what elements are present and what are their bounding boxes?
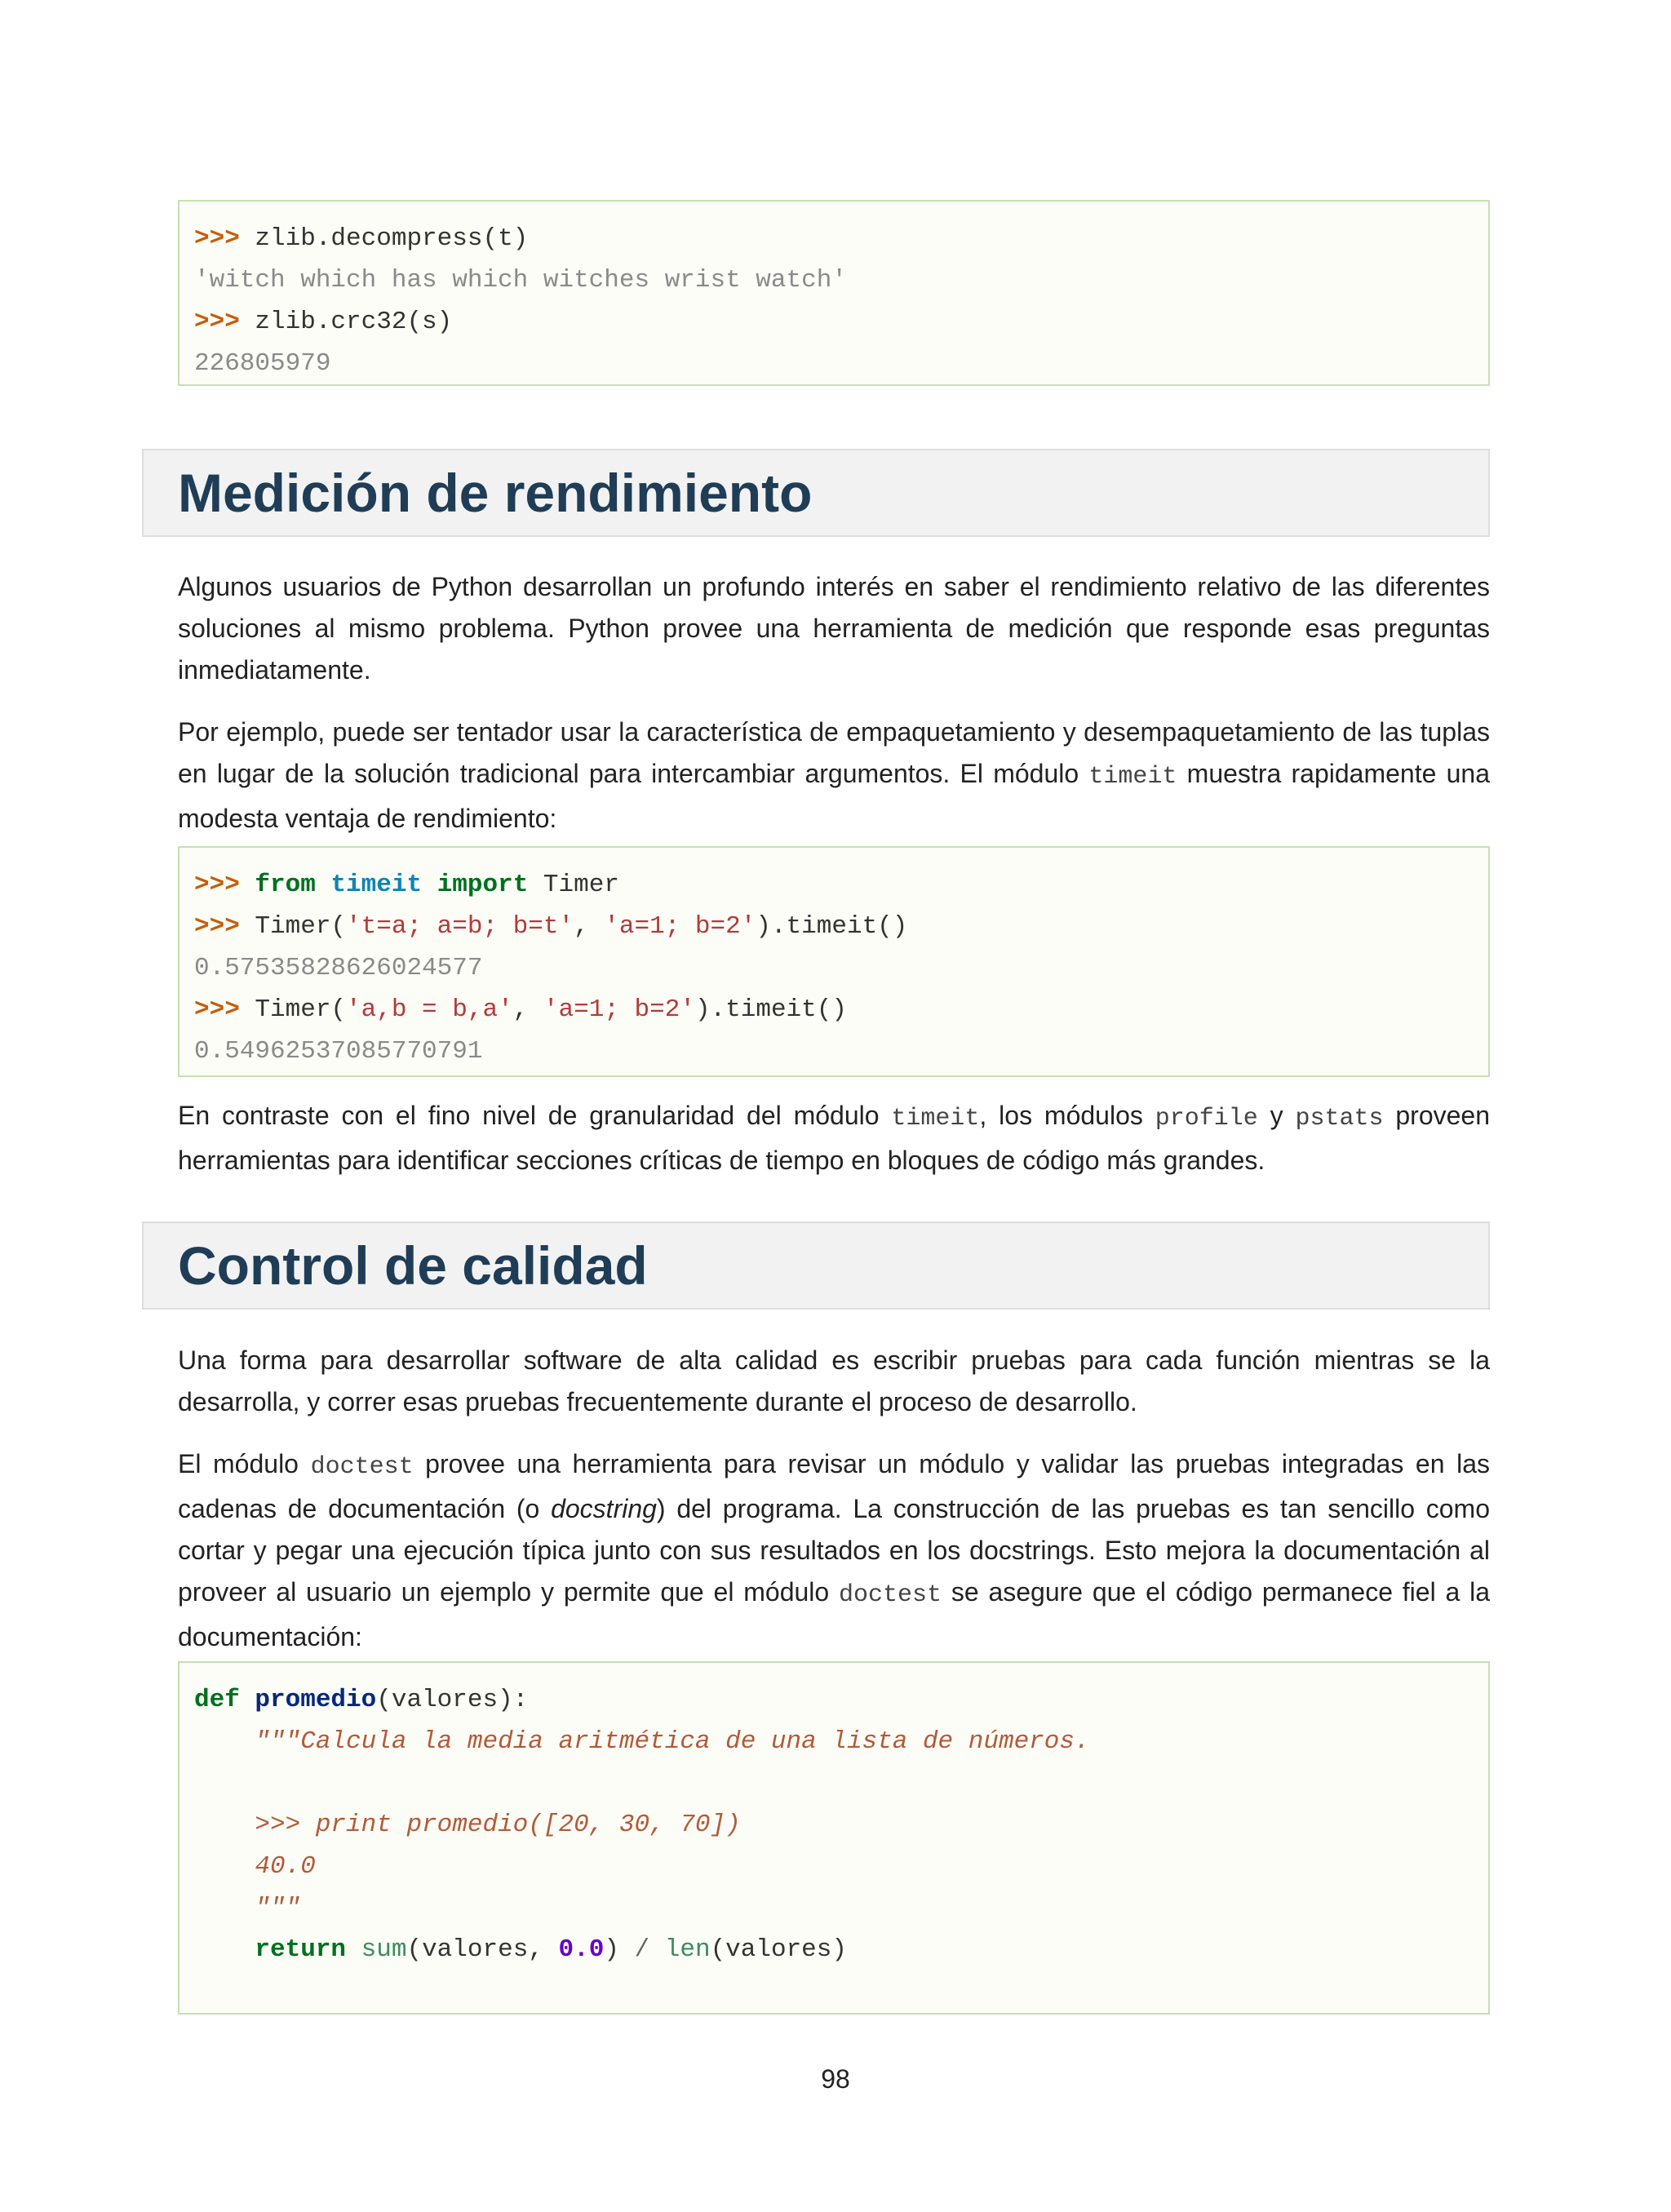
section-heading-control: Control de calidad bbox=[142, 1221, 1490, 1310]
code-block-zlib bbox=[178, 200, 1490, 386]
code-output: 0.54962537085770791 bbox=[194, 1037, 483, 1066]
paragraph: Algunos usuarios de Python desarrollan un profundo interés en saber el rendimiento relativo de las diferentes soluciones al mismo problema. Python provee una herramienta de medición que responde esas preguntas inmediatamente. bbox=[178, 572, 1490, 685]
code-block-timeit bbox=[178, 846, 1490, 1077]
inline-code: timeit bbox=[891, 1105, 980, 1133]
code-output: 0.57535828626024577 bbox=[194, 954, 483, 982]
inline-code: timeit bbox=[1088, 763, 1177, 791]
code-line: >>> zlib.decompress(t) bbox=[194, 224, 529, 253]
code-line-blank bbox=[194, 1762, 1474, 1804]
code-line: >>> Timer('t=a; a=b; b=t', 'a=1; b=2').timeit() bbox=[194, 912, 908, 941]
code-line: >>> zlib.crc32(s) bbox=[194, 308, 453, 336]
code-line: >>> print promedio([20, 30, 70]) bbox=[255, 1811, 741, 1839]
paragraph: Por ejemplo, puede ser tentador usar la característica de empaquetamiento y desempaquetamiento de las tuplas en lugar de la solución tradicional para intercambiar argumentos. El módulo timeit muestra rapidamente una modesta ventaja de rendimiento: bbox=[178, 717, 1491, 833]
section-heading-medicion: Medición de rendimiento bbox=[142, 449, 1490, 537]
code-line: """Calcula la media aritmética de una lista de números. bbox=[255, 1727, 1090, 1756]
code-line: return sum(valores, 0.0) / len(valores) bbox=[255, 1935, 847, 1964]
code-output: 226805979 bbox=[194, 349, 331, 378]
inline-code: profile bbox=[1155, 1105, 1258, 1133]
code-line: """ bbox=[255, 1894, 301, 1922]
page-number: 98 bbox=[821, 2064, 850, 2094]
code-line: def promedio(valores): bbox=[194, 1686, 529, 1714]
code-line: >>> from timeit import Timer bbox=[194, 871, 619, 899]
inline-code: doctest bbox=[310, 1453, 414, 1481]
paragraph: En contraste con el fino nivel de granularidad del módulo timeit, los módulos profile y pstats proveen herramientas para identificar secciones críticas de tiempo en bloques de código más grandes. bbox=[178, 1101, 1491, 1175]
code-line: >>> Timer('a,b = b,a', 'a=1; b=2').timeit() bbox=[194, 995, 847, 1024]
code-block-promedio bbox=[178, 1661, 1490, 2015]
inline-code: pstats bbox=[1295, 1105, 1384, 1133]
code-line: 40.0 bbox=[255, 1852, 316, 1881]
paragraph: El módulo doctest provee una herramienta para revisar un módulo y validar las pruebas integradas en las cadenas de documentación (o docstring) del programa. La construcción de las pruebas es tan sencillo como cortar y pegar una ejecución típica junto con sus resultados en los docstrings. Esto mejora la documentación al proveer al usuario un ejemplo y permite que el módulo doctest se asegure que el código permanece fiel a la documentación: bbox=[178, 1449, 1491, 1651]
inline-code: doctest bbox=[839, 1581, 942, 1609]
code-output: 'witch which has which witches wrist watch' bbox=[194, 266, 847, 295]
paragraph: Una forma para desarrollar software de alta calidad es escribir pruebas para cada función mientras se la desarrolla, y correr esas pruebas frecuentemente durante el proceso de desarrollo. bbox=[178, 1345, 1490, 1416]
